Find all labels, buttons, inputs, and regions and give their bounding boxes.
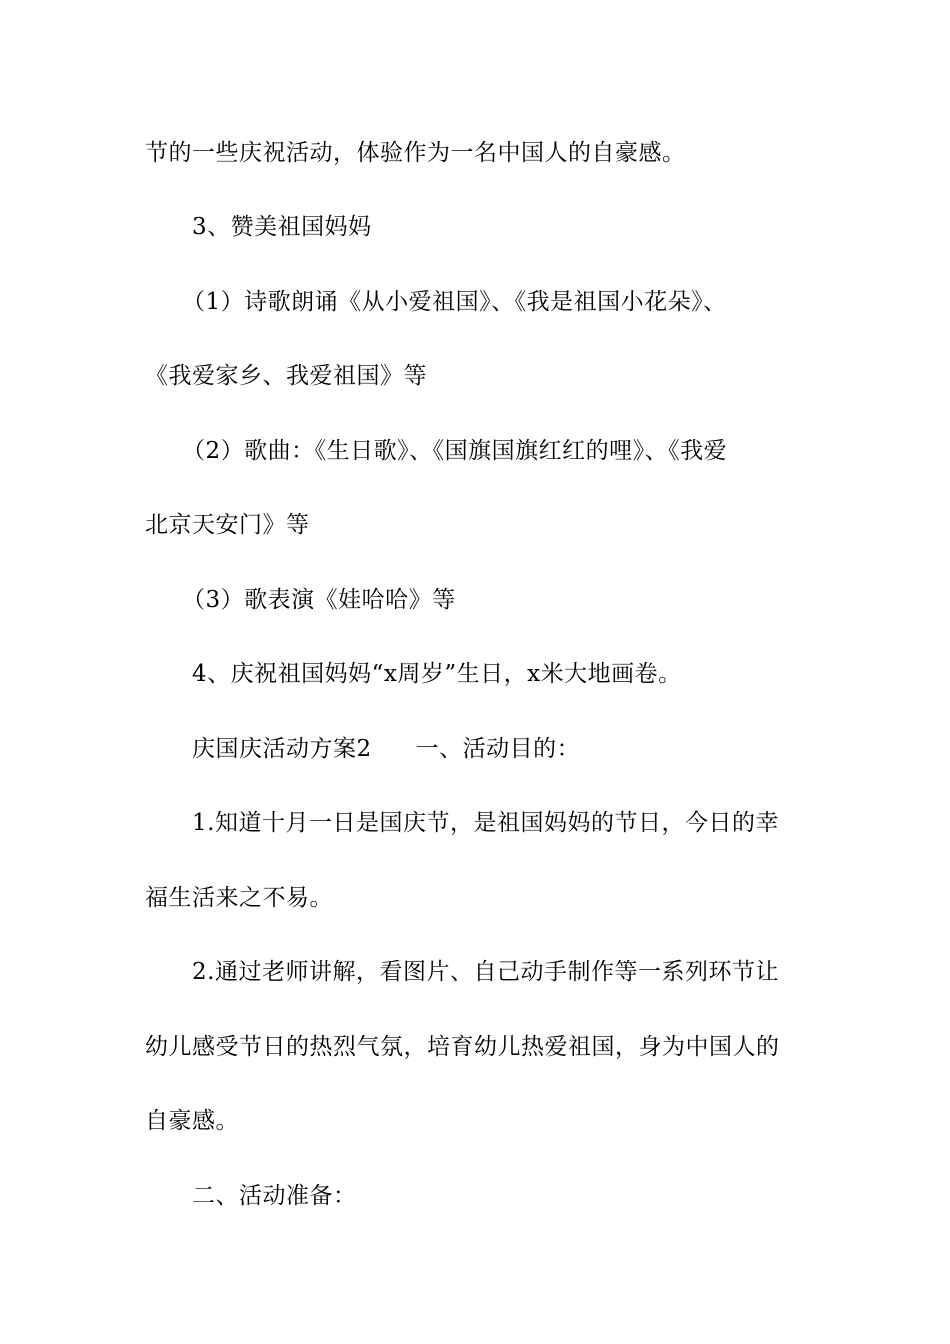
paragraph-line: 节的一些庆祝活动，体验作为一名中国人的自豪感。 bbox=[145, 140, 686, 166]
paragraph-line: （1）诗歌朗诵《从小爱祖国》、《我是祖国小花朵》、 bbox=[182, 289, 727, 315]
paragraph-line: 福生活来之不易。 bbox=[145, 885, 333, 911]
paragraph-line: 幼儿感受节日的热烈气氛，培育幼儿热爱祖国，身为中国人的 bbox=[145, 1034, 780, 1060]
paragraph-line: 自豪感。 bbox=[145, 1108, 239, 1134]
plan-title: 庆国庆活动方案2 bbox=[192, 736, 372, 762]
paragraph-line: （2）歌曲：《生日歌》、《国旗国旗红红的哩》、《我爱 bbox=[182, 438, 728, 464]
paragraph-line: （3）歌表演《娃哈哈》等 bbox=[182, 587, 456, 613]
section-heading: 一、活动目的： bbox=[415, 736, 581, 762]
section-heading: 二、活动准备： bbox=[192, 1183, 357, 1209]
paragraph-line: 4、庆祝祖国妈妈“x周岁”生日，x米大地画卷。 bbox=[192, 661, 682, 687]
section-heading: 3、赞美祖国妈妈 bbox=[192, 214, 372, 240]
paragraph-line: 2.通过老师讲解，看图片、自己动手制作等一系列环节让 bbox=[192, 959, 779, 985]
plan-title-line bbox=[192, 734, 862, 764]
paragraph-line: 1.知道十月一日是国庆节，是祖国妈妈的节日，今日的幸 bbox=[192, 810, 779, 836]
paragraph-line: 北京天安门》等 bbox=[145, 512, 310, 538]
paragraph-line: 《我爱家乡、我爱祖国》等 bbox=[145, 363, 427, 389]
